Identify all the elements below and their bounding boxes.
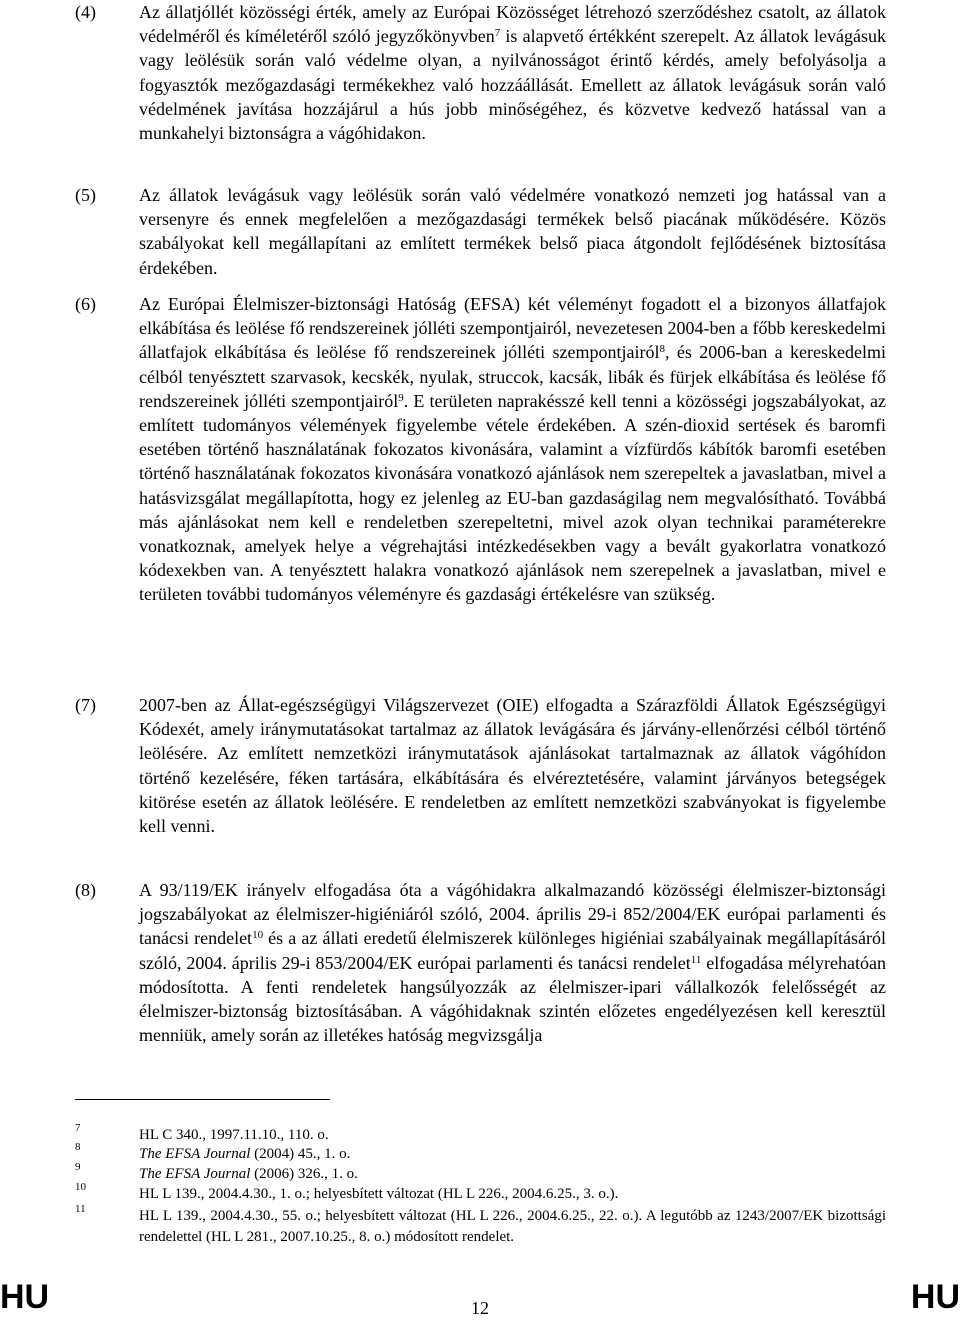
footnote-ref[interactable]: 8 (659, 343, 666, 356)
language-code-right: HU (910, 1278, 960, 1316)
recital-text: 2007-ben az Állat-egészségügyi Világszervezet (OIE) elfogadta a Szárazföldi Állatok Egészségügyi Kódexét, amely iránymutatásokat tartalmaz az állatok levágására és járvány-ellenőrzési célból történő leölésére. Az említett nemzetközi iránymutatások ajánlásokat tartalmaznak az állatok vágóhídon történő kezelésére, féken tartására, elkábítására és elvéreztetésére, valamint járványos betegségek kitörése esetén az állatok leölésére. E rendeletben az említett nemzetközi szabványokat is figyelembe kell venni. (139, 695, 886, 837)
language-code-left: HU (0, 1278, 50, 1316)
footnote-10 (75, 1181, 886, 1205)
recital-number: (6) (75, 294, 96, 314)
footnote-text: HL C 340., 1997.11.10., 110. o. (139, 1127, 329, 1143)
page-number: 12 (471, 1298, 489, 1318)
footnote-text: HL L 139., 2004.4.30., 1. o.; helyesbített változat (HL L 226., 2004.6.25., 3. o.). (139, 1186, 619, 1202)
journal-title: The EFSA Journal (139, 1146, 251, 1162)
footnote-number: 10 (75, 1181, 86, 1193)
footnote-text: The EFSA Journal (2006) 326., 1. o. (139, 1166, 358, 1182)
recital-5 (75, 183, 886, 280)
recital-number: (4) (75, 2, 96, 22)
recital-8 (75, 878, 886, 1047)
footnote-ref[interactable]: 10 (252, 929, 264, 942)
recital-7 (75, 693, 886, 838)
recital-text: A 93/119/EK irányelv elfogadása óta a vágóhidakra alkalmazandó közösségi élelmiszer-biztonsági jogszabályokat az élelmiszer-higiéniáról szóló, 2004. április 29-i 852/2004/EK európai parlamenti és tanácsi rendelet$^{10}$ és a az állati eredetű élelmiszerek különleges higiéniai szabályainak megállapításáról szóló, 2004. április 29-i 853/2004/EK európai parlamenti és tanácsi rendelet$^{11}$ elfogadása mélyrehatóan módosította. A fenti rendeletek hangsúlyozzák az élelmiszer-ipari vállalkozók felelősségét az élelmiszer-biztonság biztosításában. A vágóhidaknak szintén előzetes engedélyezésen kell keresztül menniük, amely során az illetékes hatóság megvizsgálja (139, 880, 886, 1046)
footnote-text: The EFSA Journal (2004) 45., 1. o. (139, 1146, 351, 1162)
recital-text: Az állatjóllét közösségi érték, amely az Európai Közösséget létrehozó szerződéshez csatolt, az állatok védelméről és kíméletéről szóló jegyzőkönyvben$^7$ is alapvető értékként szerepelt. Az állatok levágásuk vagy leölésük során való védelme olyan, a nyilvánosságot érintő kérdés, amely befolyásolja a fogyasztók mezőgazdasági termékekhez való hozzáállását. Emellett az állatok levágásuk során való védelmének javítása hozzájárul a hús jobb minőségéhez, és közvetve kedvező hatással van a munkahelyi biztonságra a vágóhidakon. (139, 2, 886, 144)
recital-number: (8) (75, 880, 96, 900)
footnote-ref[interactable]: 11 (690, 953, 702, 966)
footnote-number: 11 (75, 1203, 86, 1215)
journal-title: The EFSA Journal (139, 1166, 251, 1182)
footnote-separator (75, 1099, 330, 1100)
recital-number: (5) (75, 185, 96, 205)
footnote-number: 8 (75, 1141, 81, 1153)
footnote-11 (75, 1203, 886, 1248)
footnote-ref[interactable]: 7 (494, 27, 501, 40)
footnote-ref[interactable]: 9 (398, 391, 404, 404)
footnote-9 (75, 1161, 886, 1185)
footnote-number: 7 (75, 1122, 81, 1134)
footnote-7 (75, 1122, 886, 1146)
recital-text: Az Európai Élelmiszer-biztonsági Hatóság (EFSA) két véleményt fogadott el a bizonyos állatfajok elkábítása és leölése fő rendszereinek jólléti szempontjairól, nevezetesen 2004-ben a főbb kereskedelmi állatfajok elkábítása és leölése fő rendszereinek jólléti szempontjairól$^8$, és 2006-ban a kereskedelmi célból tenyésztett szarvasok, kecskék, nyulak, struccok, kacsák, libák és fürjek elkábítása és leölése fő rendszereinek jólléti szempontjairól$^9$. E területen naprakésszé kell tenni a közösségi jogszabályokat, az említett tudományos vélemények figyelembe vétele érdekében. A szén-dioxid sertések és baromfi esetében történő használatának fokozatos kivonására, valamint a vízfürdős kábítók baromfi esetében történő használatának fokozatos kivonására vonatkozó ajánlások nem szerepeltek a javaslatban, mivel a hatásvizsgálat megállapította, hogy ez jelenleg az EU-ban gazdaságilag nem megvalósítható. Továbbá más ajánlásokat nem kell e rendeletben szerepeltetni, mivel azok olyan technikai paraméterekre vonatkoznak, amelyek helye a végrehajtási intézkedésekben vagy a bevált gyakorlatra vonatkozó kódexekben van. A tenyésztett halakra vonatkozó ajánlások nem szerepelnek a javaslatban, mivel e területen további tudományos véleményre és gazdasági értékelésre van szükség. (139, 294, 886, 605)
footnote-number: 9 (75, 1161, 81, 1173)
footnote-text: HL L 139., 2004.4.30., 55. o.; helyesbített változat (HL L 226., 2004.6.25., 22. o.). A legutóbb az 1243/2007/EK bizottsági rendelettel (HL L 281., 2007.10.25., 8. o.) módosított rendelet. (139, 1208, 886, 1245)
recital-number: (7) (75, 695, 96, 715)
recital-6 (75, 292, 886, 607)
recital-text: Az állatok levágásuk vagy leölésük során való védelmére vonatkozó nemzeti jog hatással van a versenyre és ennek megfelelően a mezőgazdasági termékek belső piacának működésére. Közös szabályokat kell megállapítani az említett termékek belső piaca átgondolt fejlődésének biztosítása érdekében. (139, 185, 886, 278)
recital-4 (75, 0, 886, 145)
footnote-8 (75, 1141, 886, 1165)
